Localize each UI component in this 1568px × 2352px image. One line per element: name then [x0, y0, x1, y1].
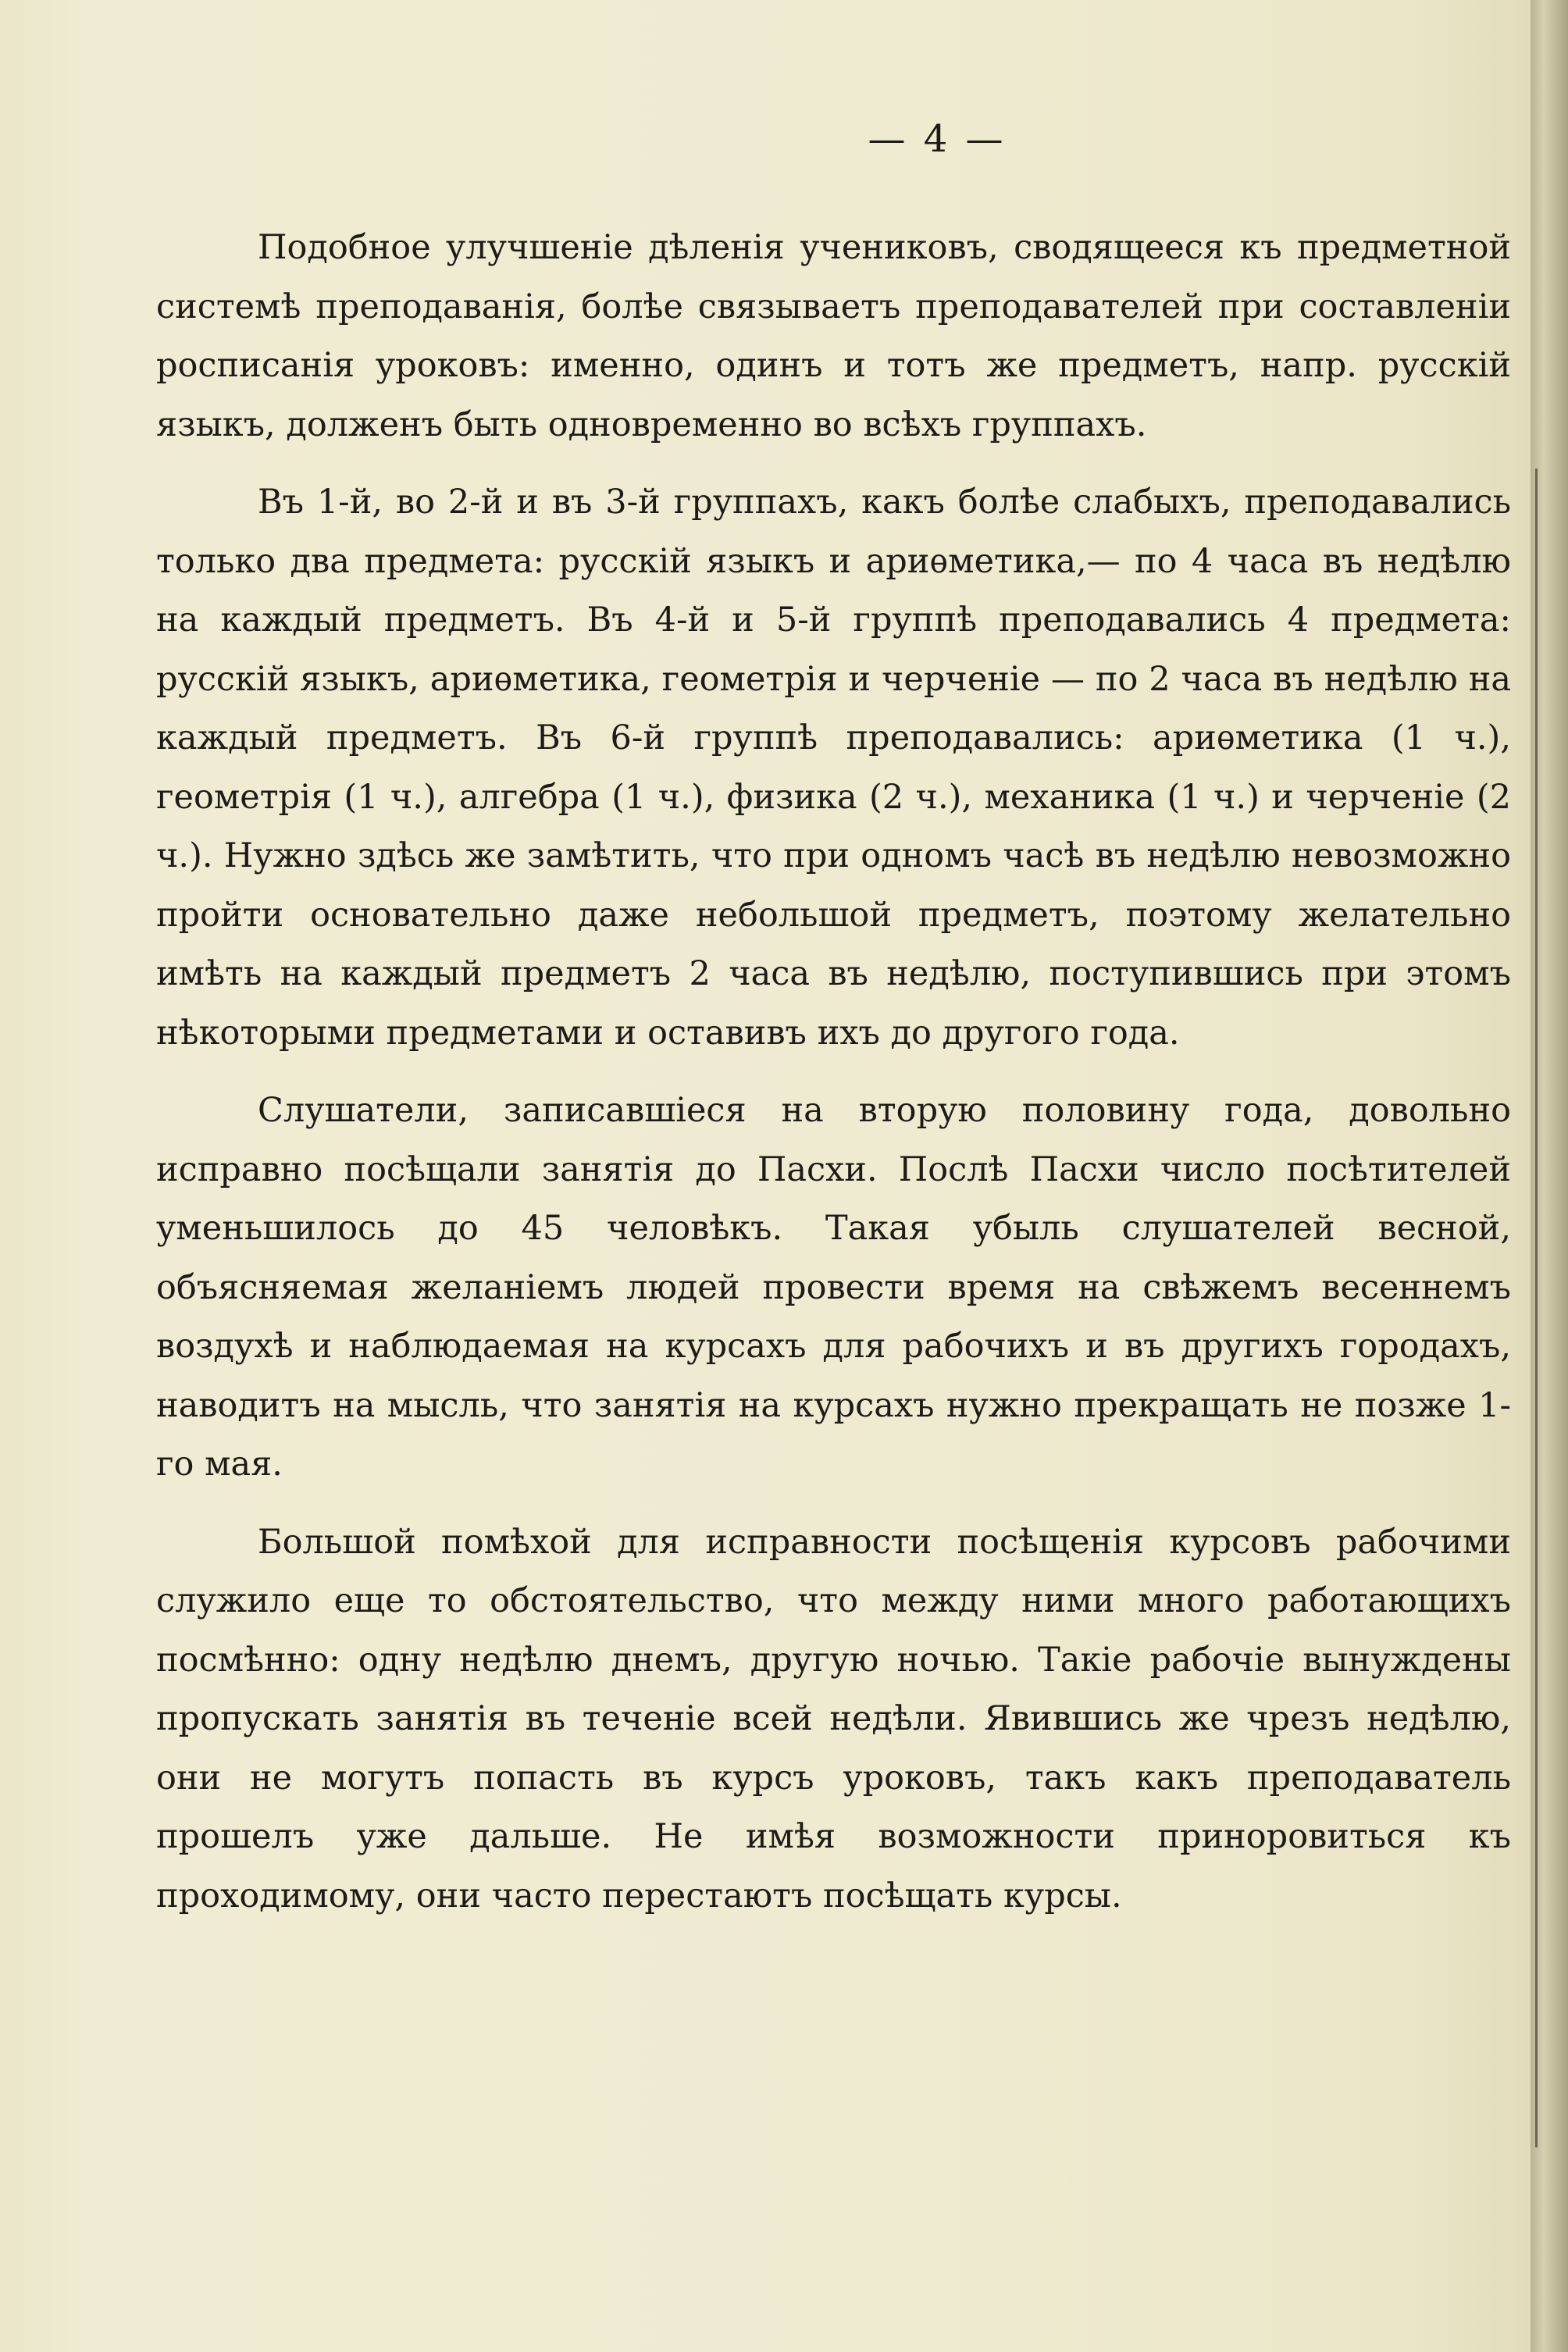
paragraph-2: Въ 1-й, во 2-й и въ 3-й группахъ, какъ болѣе слабыхъ, преподавались только два предмета: русскій языкъ и ариѳметика,— по 4 часа въ недѣлю на каждый предметъ. Въ 4-й и 5-й группѣ преподавались 4 предмета: русскій языкъ, ариѳметика, геометрія и черченіе — по 2 часа въ недѣлю на каждый предметъ. Въ 6-й группѣ преподавались: ариѳметика (1 ч.), геометрія (1 ч.), алгебра (1 ч.), физика (2 ч.), механика (1 ч.) и черченіе (2 ч.). Нужно здѣсь же замѣтить, что при одномъ часѣ въ недѣлю невозможно пройти основательно даже небольшой предметъ, поэтому желательно имѣть на каждый предметъ 2 часа въ недѣлю, поступившись при этомъ нѣкоторыми предметами и оставивъ ихъ до другого года. [156, 483, 1511, 1053]
paragraph-3: Слушатели, записавшіеся на вторую половину года, довольно исправно посѣщали занятія до Пасхи. Послѣ Пасхи число посѣтителей уменьшилось до 45 человѣкъ. Такая убыль слушателей весной, объясняемая желаніемъ людей провести время на свѣжемъ весеннемъ воздухѣ и наблюдаемая на курсахъ для рабочихъ и въ другихъ городахъ, наводитъ на мысль, что занятія на курсахъ нужно прекращать не позже 1-го мая. [156, 1091, 1511, 1484]
body-text [156, 219, 1511, 1944]
page-number: — 4 — [868, 117, 1007, 161]
page-edge [1531, 0, 1568, 2352]
paragraph-4: Большой помѣхой для исправности посѣщенія курсовъ рабочими служило еще то обстоятельство, что между ними много работающихъ посмѣнно: одну недѣлю днемъ, другую ночью. Такіе рабочіе вынуждены пропускать занятія въ теченіе всей недѣли. Явившись же чрезъ недѣлю, они не могутъ попасть въ курсъ уроковъ, такъ какъ преподаватель прошелъ уже дальше. Не имѣя возможности приноровиться къ проходимому, они часто перестаютъ посѣщать курсы. [156, 1522, 1511, 1915]
paragraph-1: Подобное улучшеніе дѣленія учениковъ, сводящееся къ предметной системѣ преподаванія, болѣе связываетъ преподавателей при составленіи росписанія уроковъ: именно, одинъ и тотъ же предметъ, напр. русскій языкъ, долженъ быть одновременно во всѣхъ группахъ. [156, 228, 1511, 444]
page-edge-shadow [1535, 469, 1538, 2147]
